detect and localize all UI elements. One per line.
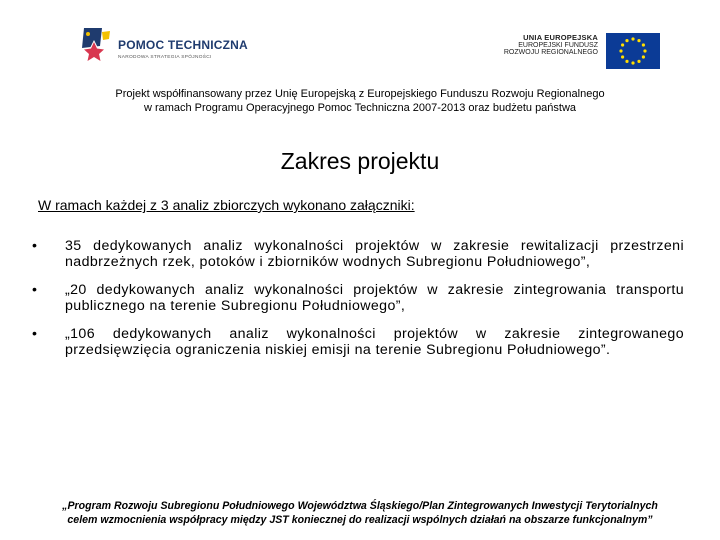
list-item	[32, 239, 684, 270]
eu-line-3: ROZWOJU REGIONALNEGO	[503, 49, 598, 56]
list-item	[32, 283, 684, 314]
list-item-text: „106 dedykowanych analiz wykonalności projektów w zakresie zintegrowanego przedsięwzięcia ograniczenia niskiej emisji na terenie Subregionu Południowego”.	[65, 326, 684, 358]
footer-line-2: celem wzmocnienia współpracy między JST koniecznej do realizacji wspólnych działań na obszarze funkcjonalnym”	[67, 514, 653, 526]
intro-text: W ramach każdej z 3 analiz zbiorczych wykonano załączniki:	[38, 197, 415, 213]
list-item	[32, 327, 684, 358]
logo-subtitle: NARODOWA STRATEGIA SPÓJNOŚCI	[118, 55, 212, 60]
logo-title: POMOC TECHNICZNA	[118, 38, 248, 52]
footer	[20, 499, 700, 527]
page-title: Zakres projektu	[280, 148, 440, 174]
eu-logo-text	[504, 33, 598, 56]
bullet-icon: •	[32, 326, 38, 342]
bullet-icon: •	[32, 282, 38, 298]
pomoc-techniczna-logo	[80, 26, 248, 68]
list-item-text: „20 dedykowanych analiz wykonalności projektów w zakresie zintegrowania transportu publicznego na terenie Subregionu Południowego”,	[65, 282, 684, 314]
funding-line-2: w ramach Programu Operacyjnego Pomoc Techniczna 2007-2013 oraz budżetu państwa	[143, 102, 577, 114]
eu-logo	[503, 33, 660, 69]
nss-star-logo-icon	[80, 26, 114, 66]
eu-flag-icon	[606, 33, 660, 69]
list-item-text: 35 dedykowanych analiz wykonalności projektów w zakresie rewitalizacji przestrzeni nadbrzeżnych rzek, potoków i zbiorników wodnych Subregionu Południowego”,	[65, 238, 684, 270]
funding-statement	[40, 87, 680, 115]
bullet-list	[32, 239, 684, 358]
funding-line-1: Projekt współfinansowany przez Unię Europejską z Europejskiego Funduszu Rozwoju Regionalnego	[115, 88, 605, 100]
header	[0, 0, 720, 90]
eu-line-2: EUROPEJSKI FUNDUSZ	[518, 42, 598, 49]
eu-line-1: UNIA EUROPEJSKA	[523, 33, 598, 42]
bullet-icon: •	[32, 238, 38, 254]
footer-line-1: „Program Rozwoju Subregionu Południowego Województwa Śląskiego/Plan Zintegrowanych Inwestycji Terytorialnych	[62, 500, 658, 512]
